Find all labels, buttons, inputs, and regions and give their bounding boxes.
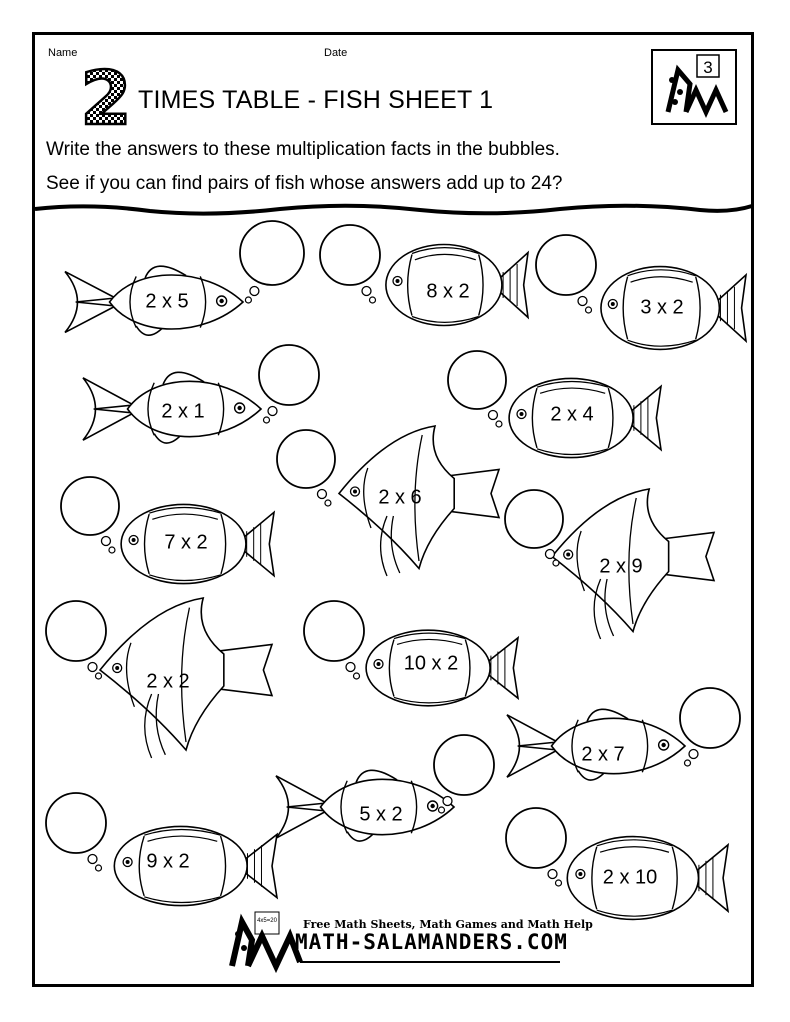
answer-bubble-10[interactable] bbox=[304, 601, 364, 679]
footer-tagline: Free Math Sheets, Math Games and Math Help bbox=[303, 918, 593, 931]
answer-bubble-3[interactable] bbox=[536, 235, 596, 313]
problem-label: 2 x 7 bbox=[581, 743, 625, 766]
problem-label: 2 x 4 bbox=[550, 403, 594, 426]
answer-bubble-8[interactable] bbox=[505, 490, 563, 566]
problem-label: 2 x 9 bbox=[599, 555, 643, 578]
problem-label: 2 x 6 bbox=[378, 486, 422, 509]
answer-bubble-4[interactable] bbox=[259, 345, 319, 423]
answer-bubble-11[interactable] bbox=[680, 688, 740, 766]
problem-label: 7 x 2 bbox=[164, 531, 208, 554]
footer-site: MATH-SALAMANDERS.COM bbox=[295, 930, 568, 954]
big-numeral-two: 2 bbox=[80, 56, 132, 142]
answer-bubble-14[interactable] bbox=[506, 808, 566, 886]
page-title: TIMES TABLE - FISH SHEET 1 bbox=[138, 86, 494, 114]
problem-label: 8 x 2 bbox=[426, 280, 470, 303]
answer-bubble-13[interactable] bbox=[46, 793, 106, 871]
problem-label: 2 x 1 bbox=[161, 400, 205, 423]
water-line bbox=[35, 206, 752, 214]
name-label: Name bbox=[48, 47, 78, 59]
date-label: Date bbox=[324, 47, 348, 59]
answer-bubble-7[interactable] bbox=[61, 477, 119, 553]
problem-label: 2 x 5 bbox=[145, 290, 189, 313]
answer-bubble-6[interactable] bbox=[277, 430, 335, 506]
problem-label: 9 x 2 bbox=[146, 850, 190, 873]
instruction-line-1: Write the answers to these multiplication facts in the bubbles. bbox=[46, 139, 560, 160]
logo-badge: 3 bbox=[703, 58, 713, 77]
salamander-logo-icon bbox=[652, 50, 736, 124]
footer-logo-icon bbox=[232, 912, 300, 966]
answer-bubble-2[interactable] bbox=[320, 225, 380, 303]
problem-label: 2 x 2 bbox=[146, 670, 190, 693]
answer-bubble-1[interactable] bbox=[240, 221, 304, 303]
problem-label: 10 x 2 bbox=[403, 652, 459, 675]
problem-label: 2 x 10 bbox=[602, 866, 658, 889]
problem-label: 3 x 2 bbox=[640, 296, 684, 319]
fish-13 bbox=[114, 826, 277, 905]
footer-mini-sign: 4x5=20 bbox=[257, 918, 277, 924]
instruction-line-2: See if you can find pairs of fish whose answers add up to 24? bbox=[46, 173, 563, 194]
problem-label: 5 x 2 bbox=[359, 803, 403, 826]
answer-bubble-9[interactable] bbox=[46, 601, 106, 679]
answer-bubble-12[interactable] bbox=[434, 735, 494, 813]
answer-bubble-5[interactable] bbox=[448, 351, 506, 427]
